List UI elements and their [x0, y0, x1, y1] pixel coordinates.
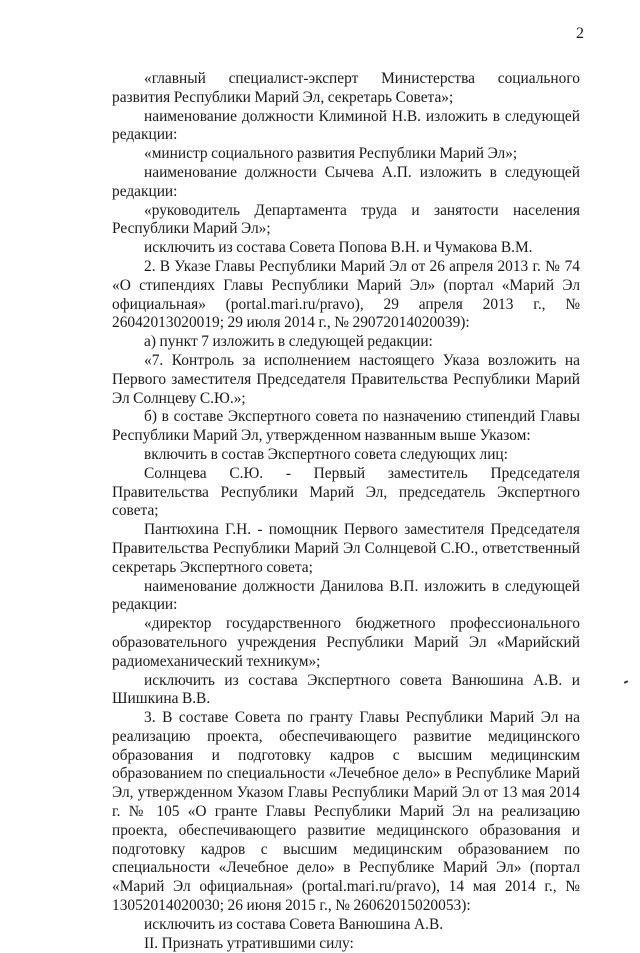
- paragraph: исключить из состава Экспертного совета Ванюшина А.В. и Шишкина В.В.: [112, 671, 580, 708]
- paragraph: исключить из состава Совета Ванюшина А.В.: [144, 915, 444, 933]
- paragraph: «главный специалист-эксперт Министерства социального развития Республики Марий Эл, секретарь Совета»;: [112, 70, 580, 106]
- paragraph: «7. Контроль за исполнением настоящего Указа возложить на Первого заместителя Председателя Правительства Республики Марий Эл Солнцеву С.Ю.»;: [112, 351, 580, 407]
- stray-pen-mark: [624, 680, 628, 684]
- paragraph: наименование должности Данилова В.П. изложить в следующей редакции:: [112, 577, 580, 614]
- document-body: [112, 70, 580, 953]
- paragraph: II. Признать утратившими силу:: [144, 934, 354, 952]
- paragraph: б) в составе Экспертного совета по назначению стипендий Главы Республики Марий Эл, утвержденном названным выше Указом:: [112, 408, 580, 445]
- paragraph: 3. В составе Совета по гранту Главы Республики Марий Эл на реализацию проекта, обеспечивающего развитие медицинского образования и подготовку кадров с высшим медицинским образованием по специальности «Лечебное дело» в Республике Марий Эл, утвержденном Указом Главы Республики Марий Эл от 13 мая 2014 г. № 105 «О гранте Главы Республики Марий Эл на реализацию проекта, обеспечивающего развитие медицинского образования и подготовку кадров с высшим медицинским образованием по специальности «Лечебное дело» в Республике Марий Эл» (портал «Марий Эл официальная» (portal.mari.ru/pravo), 14 мая 2014 г., № 13052014020030; 26 июня 2015 г., № 26062015020053):: [112, 709, 580, 915]
- paragraph: а) пункт 7 изложить в следующей редакции:: [144, 333, 433, 351]
- paragraph: наименование должности Сычева А.П. изложить в следующей редакции:: [112, 163, 580, 200]
- paragraph: Солнцева С.Ю. - Первый заместитель Председателя Правительства Республики Марий Эл, председатель Экспертного совета;: [112, 464, 580, 520]
- paragraph: «директор государственного бюджетного профессионального образовательного учреждения Республики Марий Эл «Марийский радиомеханический техникум»;: [112, 615, 580, 670]
- paragraph: наименование должности Климиной Н.В. изложить в следующей редакции:: [112, 107, 580, 144]
- paragraph: 2. В Указе Главы Республики Марий Эл от 26 апреля 2013 г. № 74 «О стипендиях Главы Республики Марий Эл» (портал «Марий Эл официальная» (portal.mari.ru/pravo), 29 апреля 2013 г., № 26042013020019; 29 июля 2014 г., № 29072014020039):: [112, 257, 580, 332]
- paragraph: исключить из состава Совета Попова В.Н. и Чумакова В.М.: [144, 239, 533, 257]
- paragraph: Пантюхина Г.Н. - помощник Первого заместителя Председателя Правительства Республики Марий Эл Солнцевой С.Ю., ответственный секретарь Экспертного совета;: [112, 521, 580, 576]
- paragraph: включить в состав Экспертного совета следующих лиц:: [144, 445, 508, 463]
- page-number: 2: [576, 25, 584, 42]
- paragraph: «руководитель Департамента труда и занятости населения Республики Марий Эл»;: [112, 201, 580, 238]
- paragraph: «министр социального развития Республики Марий Эл»;: [144, 145, 518, 163]
